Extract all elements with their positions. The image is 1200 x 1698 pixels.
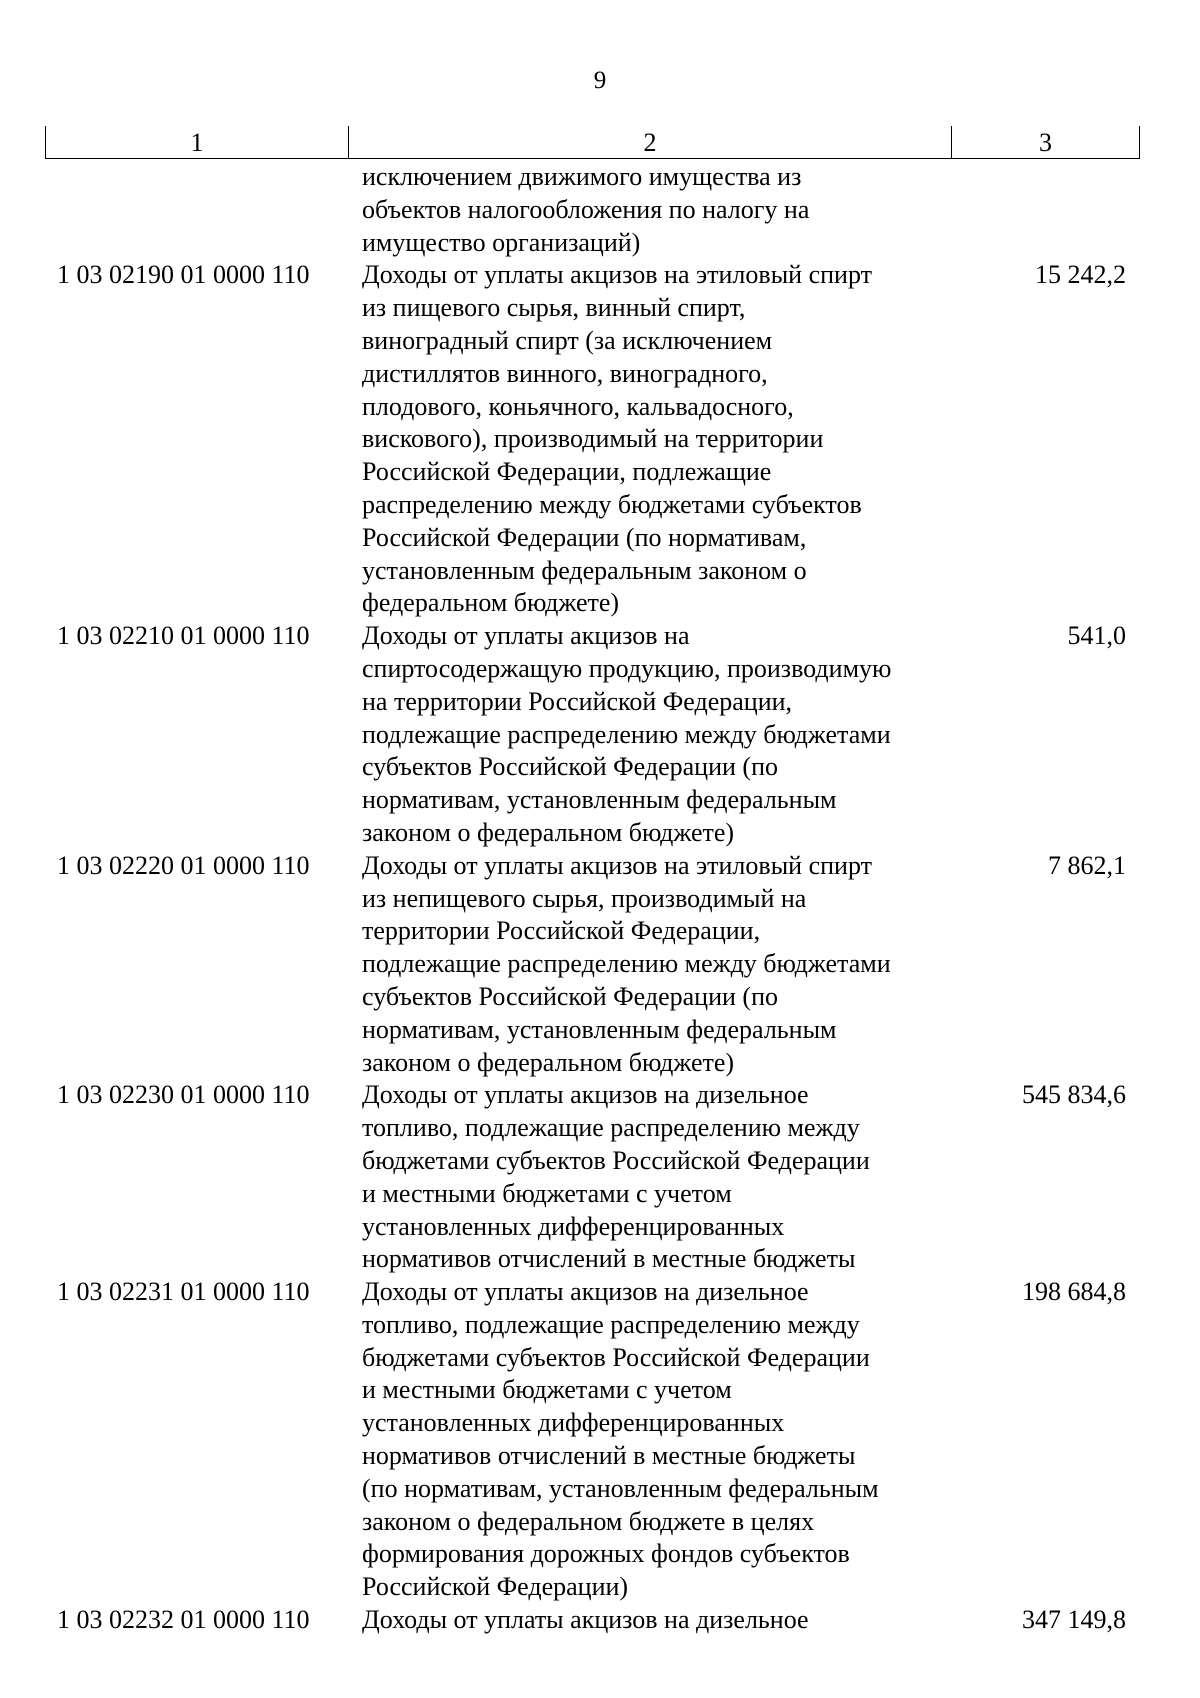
amount-cell: 15 242,2: [1035, 260, 1126, 290]
income-description-cell: [348, 161, 951, 259]
description-line: Доходы от уплаты акцизов на дизельное: [362, 1277, 809, 1307]
income-description-cell: [348, 1079, 951, 1276]
table-row: [45, 161, 1140, 259]
budget-code-cell: 1 03 02190 01 0000 110: [57, 260, 310, 290]
table-row: [45, 1079, 1140, 1276]
income-description-cell: [348, 259, 951, 620]
description-line: нормативов отчислений в местные бюджеты: [362, 1441, 856, 1471]
description-line: из пищевого сырья, винный спирт,: [362, 293, 746, 323]
description-line: Доходы от уплаты акцизов на дизельное: [362, 1080, 809, 1110]
description-line: Доходы от уплаты акцизов на дизельное: [362, 1605, 809, 1635]
income-description-cell: [348, 1604, 951, 1637]
description-line: установленных дифференцированных: [362, 1408, 785, 1438]
description-line: нормативам, установленным федеральным: [362, 785, 837, 815]
header-col-3: 3: [951, 126, 1140, 158]
table-body: [45, 161, 1140, 1637]
description-line: законом о федеральном бюджете): [362, 817, 735, 847]
amount-cell: [951, 161, 1140, 259]
budget-code-cell: 1 03 02230 01 0000 110: [57, 1080, 310, 1110]
description-line: законом о федеральном бюджете): [362, 1047, 735, 1077]
description-line: субъектов Российской Федерации (по: [362, 981, 778, 1011]
description-line: дистиллятов винного, виноградного,: [362, 358, 768, 388]
description-line: имущество организаций): [362, 227, 641, 257]
description-line: подлежащие распределению между бюджетами: [362, 719, 891, 749]
description-line: спиртосодержащую продукцию, производимую: [362, 653, 892, 683]
description-line: установленным федеральным законом о: [362, 555, 807, 585]
page-number: 9: [593, 67, 607, 94]
table-header: [45, 126, 1140, 159]
amount-cell: 347 149,8: [1022, 1605, 1126, 1635]
amount-cell: 545 834,6: [1022, 1080, 1126, 1110]
budget-code-cell: 1 03 02220 01 0000 110: [57, 850, 310, 880]
description-line: топливо, подлежащие распределению между: [362, 1113, 860, 1143]
table-row: [45, 620, 1140, 850]
description-line: бюджетами субъектов Российской Федерации: [362, 1342, 870, 1372]
description-line: топливо, подлежащие распределению между: [362, 1309, 860, 1339]
description-line: и местными бюджетами с учетом: [362, 1375, 732, 1405]
description-line: Российской Федерации (по нормативам,: [362, 522, 807, 552]
description-line: Доходы от уплаты акцизов на: [362, 621, 690, 651]
amount-cell: 7 862,1: [1048, 850, 1126, 880]
description-line: бюджетами субъектов Российской Федерации: [362, 1145, 870, 1175]
description-line: распределению между бюджетами субъектов: [362, 489, 862, 519]
header-col-1: 1: [45, 126, 348, 158]
description-line: субъектов Российской Федерации (по: [362, 752, 778, 782]
description-line: из непищевого сырья, производимый на: [362, 883, 807, 913]
amount-cell: 541,0: [1067, 621, 1126, 651]
table-row: [45, 850, 1140, 1080]
description-line: вискового), производимый на территории: [362, 424, 824, 454]
table-row: [45, 1604, 1140, 1637]
income-description-cell: [348, 620, 951, 850]
description-line: нормативов отчислений в местные бюджеты: [362, 1244, 856, 1274]
description-line: подлежащие распределению между бюджетами: [362, 949, 891, 979]
income-description-cell: [348, 850, 951, 1080]
income-description-cell: [348, 1276, 951, 1604]
description-line: и местными бюджетами с учетом: [362, 1178, 732, 1208]
description-line: Доходы от уплаты акцизов на этиловый спирт: [362, 850, 872, 880]
description-line: нормативам, установленным федеральным: [362, 1014, 837, 1044]
description-line: (по нормативам, установленным федеральным: [362, 1473, 879, 1503]
table-row: [45, 1276, 1140, 1604]
description-line: Доходы от уплаты акцизов на этиловый спирт: [362, 260, 872, 290]
description-line: объектов налогообложения по налогу на: [362, 194, 810, 224]
budget-code-cell: 1 03 02232 01 0000 110: [57, 1605, 310, 1635]
description-line: территории Российской Федерации,: [362, 916, 761, 946]
description-line: законом о федеральном бюджете в целях: [362, 1506, 815, 1536]
budget-code-cell: 1 03 02231 01 0000 110: [57, 1277, 310, 1307]
description-line: виноградный спирт (за исключением: [362, 325, 773, 355]
description-line: плодового, коньячного, кальвадосного,: [362, 391, 794, 421]
header-col-2: 2: [348, 126, 951, 158]
description-line: формирования дорожных фондов субъектов: [362, 1539, 850, 1569]
budget-code-cell: 1 03 02210 01 0000 110: [57, 621, 310, 651]
description-line: Российской Федерации): [362, 1572, 629, 1602]
budget-code-cell: [45, 161, 348, 259]
description-line: Российской Федерации, подлежащие: [362, 457, 772, 487]
description-line: установленных дифференцированных: [362, 1211, 785, 1241]
table-row: [45, 259, 1140, 620]
description-line: федеральном бюджете): [362, 588, 620, 618]
amount-cell: 198 684,8: [1022, 1277, 1126, 1307]
description-line: на территории Российской Федерации,: [362, 686, 793, 716]
description-line: исключением движимого имущества из: [362, 162, 802, 191]
